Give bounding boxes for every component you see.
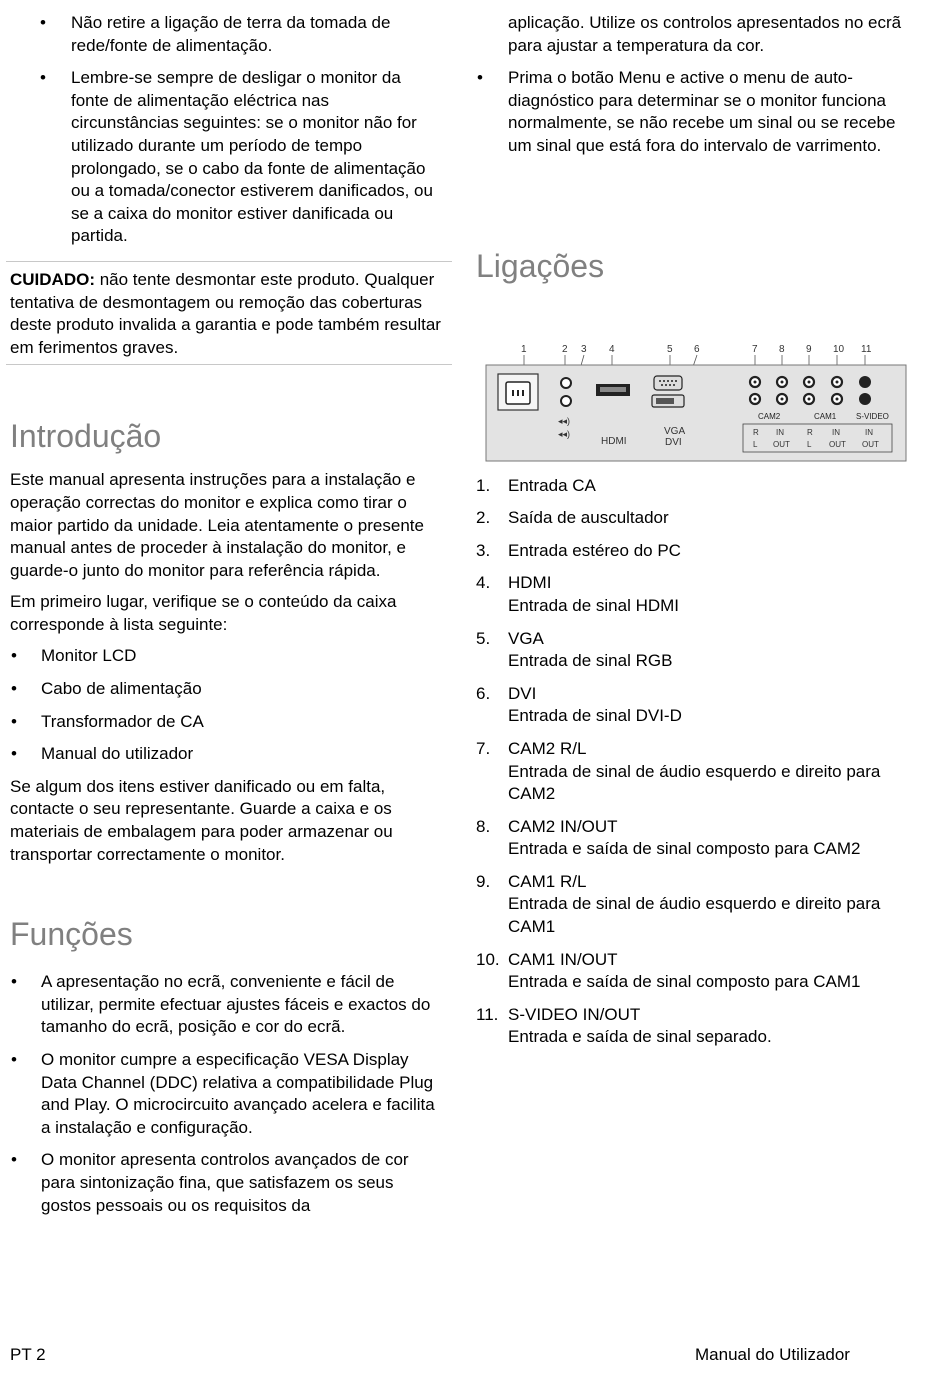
svideo-group-label: S-VIDEO	[856, 412, 889, 421]
list-title: Entrada CA	[508, 475, 596, 495]
connector-number: 3	[581, 344, 587, 355]
list-item: • Transformador de CA	[11, 711, 204, 731]
connector-number: 6	[694, 344, 700, 355]
list-title: CAM1 R/L	[508, 871, 587, 891]
list-item-text: Cabo de alimentação	[41, 679, 202, 699]
left-column	[10, 0, 440, 1227]
list-number: 4.	[476, 573, 491, 593]
cam2-group-label: CAM2	[758, 412, 781, 421]
caution-box	[6, 261, 452, 365]
connector-number: 7	[752, 344, 758, 355]
right-column	[476, 0, 916, 1059]
intro-paragraph-3: Se algum dos itens estiver danificado ou em falta, contacte o seu representante. Guarde a caixa e os materiais de embalagem para poder armazenar ou transportar correctamente o monitor.	[10, 776, 393, 864]
list-item	[476, 816, 916, 861]
list-item: • Manual do utilizador	[11, 744, 194, 764]
port-label: OUT	[862, 440, 879, 449]
port-label: OUT	[773, 440, 790, 449]
port-label: R	[807, 428, 813, 437]
svideo-in-port	[859, 376, 871, 388]
list-item	[476, 683, 916, 728]
connections-heading: Ligações	[476, 247, 605, 284]
list-title: CAM1 IN/OUT	[508, 949, 618, 969]
list-item-text: A apresentação no ecrã, conveniente e fácil de utilizar, permite efectuar ajustes fáceis e exactos do tamanho do ecrã, posição e cor do ecrã.	[41, 972, 431, 1037]
list-item: • O monitor cumpre a especificação VESA Display Data Channel (DDC) relativa a compatibilidade Plug and Play. O microcircuito avançado acelera e facilita a instalação e configuração.	[11, 1050, 435, 1137]
list-item-text: O monitor apresenta controlos avançados de cor para sintonização fina, que satisfazem os seus gostos pessoais ou os requisitos da	[41, 1150, 409, 1215]
list-item	[476, 871, 916, 939]
list-item	[476, 1004, 916, 1049]
list-desc: Entrada de sinal de áudio esquerdo e direito para CAM1	[508, 894, 881, 937]
right-bullets	[476, 67, 916, 157]
caution-paragraph	[10, 269, 452, 359]
list-item-text: Lembre-se sempre de desligar o monitor da fonte de alimentação eléctrica nas circunstâncias seguintes: se o monitor não for utilizado durante um período de tempo prolongado, se o cabo da fonte de alimentação ou a tomada/conector estiverem danificados, ou se a caixa do monitor estiver danificada ou partida.	[71, 68, 433, 246]
port-label: IN	[776, 428, 784, 437]
list-title: CAM2 IN/OUT	[508, 816, 618, 836]
list-item: • O monitor apresenta controlos avançados de cor para sintonização fina, que satisfazem os seus gostos pessoais ou os requisitos da	[11, 1150, 409, 1215]
list-number: 2.	[476, 508, 491, 528]
list-desc: Entrada e saída de sinal composto para CAM2	[508, 839, 861, 859]
caution-text: não tente desmontar este produto. Qualquer tentativa de desmontagem ou remoção das coberturas deste produto invalida a garantia e pode também resultar em ferimentos graves.	[10, 269, 441, 357]
list-number: 1.	[476, 475, 491, 495]
safety-bullets	[10, 12, 440, 248]
svideo-out-port	[859, 393, 871, 405]
list-item-text: Manual do utilizador	[41, 744, 194, 764]
list-title: Entrada estéreo do PC	[508, 540, 681, 560]
list-desc: Entrada de sinal de áudio esquerdo e direito para CAM2	[508, 761, 881, 804]
list-item: • Cabo de alimentação	[11, 679, 202, 699]
box-contents-list	[10, 645, 440, 765]
features-list	[10, 971, 440, 1217]
list-item: • Prima o botão Menu e active o menu de auto-diagnóstico para determinar se o monitor funciona normalmente, se não recebe um sinal ou se recebe um sinal que está fora do intervalo de varrimento.	[477, 68, 896, 155]
list-item-text: O monitor cumpre a especificação VESA Display Data Channel (DDC) relativa a compatibilidade Plug and Play. O microcircuito avançado acelera e facilita a instalação e configuração.	[41, 1050, 435, 1137]
list-item	[476, 475, 916, 498]
list-number: 9.	[476, 871, 491, 891]
list-item	[476, 628, 916, 673]
features-heading: Funções	[10, 916, 133, 953]
list-item-text: Prima o botão Menu e active o menu de auto-diagnóstico para determinar se o monitor funciona normalmente, se não recebe um sinal ou se recebe um sinal que está fora do intervalo de varrimento.	[508, 68, 896, 155]
caution-label: CUIDADO:	[10, 269, 95, 289]
connector-number: 10	[833, 344, 845, 355]
list-title: DVI	[508, 683, 537, 703]
port-label: L	[807, 440, 812, 449]
list-item: • A apresentação no ecrã, conveniente e fácil de utilizar, permite efectuar ajustes fáceis e exactos do tamanho do ecrã, posição e cor do ecrã.	[11, 972, 431, 1037]
connector-number: 4	[609, 344, 615, 355]
list-number: 5.	[476, 628, 491, 648]
port-label: R	[753, 428, 759, 437]
vga-port	[654, 376, 682, 390]
list-title: VGA	[508, 628, 544, 648]
list-item	[476, 507, 916, 530]
list-number: 3.	[476, 540, 491, 560]
list-item-text: Não retire a ligação de terra da tomada de rede/fonte de alimentação.	[71, 13, 391, 55]
vga-label: VGA	[664, 426, 686, 437]
list-title: HDMI	[508, 573, 552, 593]
connector-number: 1	[521, 344, 527, 355]
list-number: 10.	[476, 949, 500, 969]
list-desc: Entrada de sinal DVI-D	[508, 706, 682, 726]
pc-audio-jack	[561, 396, 571, 406]
footer-title: Manual do Utilizador	[695, 1345, 850, 1364]
intro-paragraph-2: Em primeiro lugar, verifique se o conteúdo da caixa corresponde à lista seguinte:	[10, 592, 397, 634]
list-item	[476, 572, 916, 617]
list-title: CAM2 R/L	[508, 738, 587, 758]
svg-text:◂◂): ◂◂)	[558, 429, 571, 439]
list-item	[476, 949, 916, 994]
list-number: 11.	[476, 1004, 499, 1024]
continued-paragraph: aplicação. Utilize os controlos apresentados no ecrã para ajustar a temperatura da cor.	[508, 13, 902, 55]
port-label: IN	[832, 428, 840, 437]
dvi-label: DVI	[665, 437, 682, 448]
connector-number: 5	[667, 344, 673, 355]
list-item-text: Monitor LCD	[41, 646, 137, 666]
list-title: Saída de auscultador	[508, 508, 669, 528]
connections-list	[476, 475, 916, 1049]
port-label: OUT	[829, 440, 846, 449]
list-item: • Lembre-se sempre de desligar o monitor da fonte de alimentação eléctrica nas circunstâncias seguintes: se o monitor não for utilizado durante um período de tempo prolongado, se o cabo da fonte de alimentação ou a tomada/conector estiverem danificados, ou se a caixa do monitor estiver danificada ou partida.	[40, 68, 433, 246]
list-desc: Entrada e saída de sinal composto para CAM1	[508, 972, 861, 992]
connector-number: 11	[861, 344, 872, 355]
list-number: 6.	[476, 683, 491, 703]
intro-heading: Introdução	[10, 418, 162, 455]
list-desc: Entrada de sinal RGB	[508, 651, 673, 671]
svg-text:◂◂): ◂◂)	[558, 416, 571, 426]
connector-number: 2	[562, 344, 568, 355]
list-item	[476, 738, 916, 806]
list-number: 7.	[476, 738, 491, 758]
list-item	[476, 540, 916, 563]
list-item: • Não retire a ligação de terra da tomada de rede/fonte de alimentação.	[40, 13, 391, 55]
rear-panel-diagram	[476, 338, 916, 468]
port-label: L	[753, 440, 758, 449]
page-number: PT 2	[10, 1345, 46, 1364]
list-item-text: Transformador de CA	[41, 711, 204, 731]
port-label: IN	[865, 428, 873, 437]
intro-paragraph-1: Este manual apresenta instruções para a instalação e operação correctas do monitor e explica como tirar o maior partido da unidade. Leia atentamente o presente manual antes de proceder à instalação do monitor, e guarde-o junto do monitor para referência rápida.	[10, 470, 424, 580]
list-desc: Entrada e saída de sinal separado.	[508, 1027, 772, 1047]
list-number: 8.	[476, 816, 491, 836]
hdmi-label: HDMI	[601, 436, 627, 447]
connector-number: 8	[779, 344, 785, 355]
list-desc: Entrada de sinal HDMI	[508, 595, 680, 615]
cam1-group-label: CAM1	[814, 412, 837, 421]
list-item: • Monitor LCD	[11, 646, 137, 666]
connector-number: 9	[806, 344, 812, 355]
headphone-jack	[561, 378, 571, 388]
list-title: S-VIDEO IN/OUT	[508, 1004, 641, 1024]
